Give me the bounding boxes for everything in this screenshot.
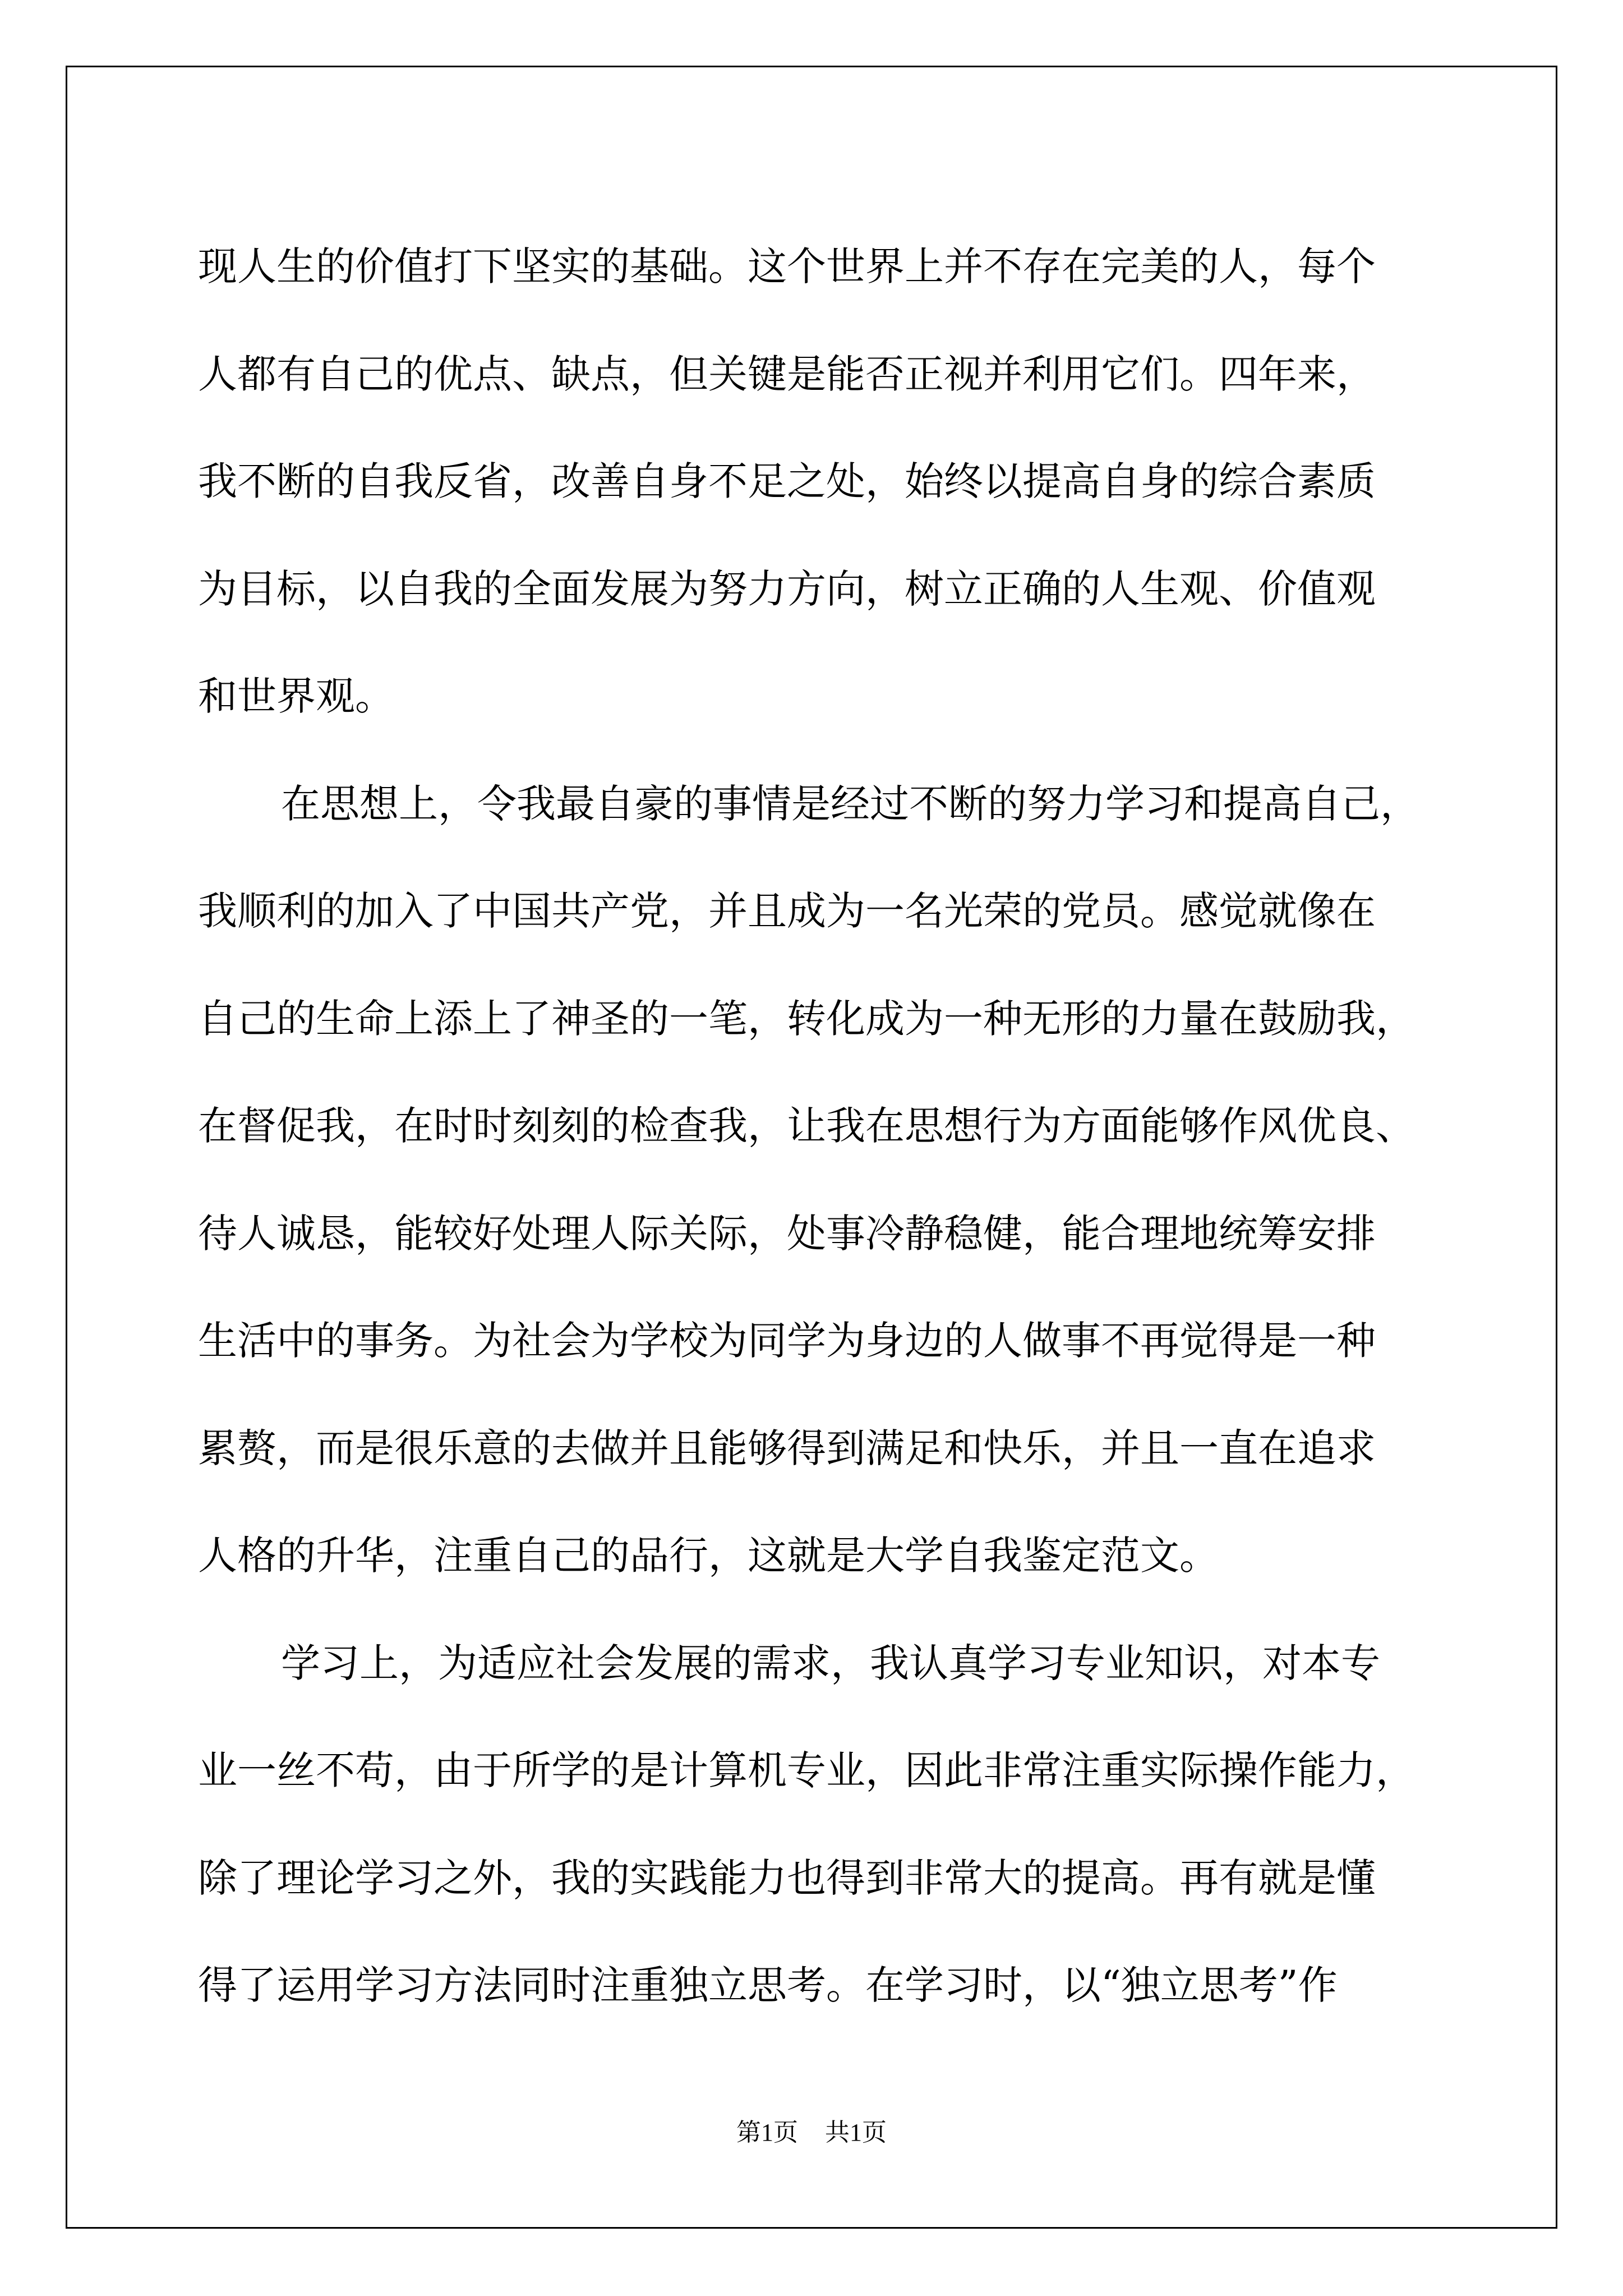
text-line: 我顺利的加入了中国共产党，并且成为一名光荣的党员。感觉就像在 bbox=[198, 888, 1376, 934]
text-line: 累赘，而是很乐意的去做并且能够得到满足和快乐，并且一直在追求 bbox=[198, 1425, 1376, 1471]
text-line: 生活中的事务。为社会为学校为同学为身边的人做事不再觉得是一种 bbox=[198, 1318, 1376, 1364]
text-line: 现人生的价值打下坚实的基础。这个世界上并不存在完美的人，每个 bbox=[198, 243, 1376, 289]
text-line: 得了运用学习方法同时注重独立思考。在学习时，以“独立思考”作 bbox=[198, 1962, 1338, 2008]
page-number: 第1页 bbox=[736, 2119, 798, 2146]
paragraph-start-line: 在思想上，令我最自豪的事情是经过不断的努力学习和提高自己， bbox=[281, 780, 1419, 827]
text-line: 在督促我，在时时刻刻的检查我，让我在思想行为方面能够作风优良、 bbox=[198, 1103, 1415, 1149]
text-line: 人都有自己的优点、缺点，但关键是能否正视并利用它们。四年来， bbox=[198, 351, 1376, 397]
text-line: 业一丝不苟，由于所学的是计算机专业，因此非常注重实际操作能力， bbox=[198, 1747, 1415, 1793]
text-line: 除了理论学习之外，我的实践能力也得到非常大的提高。再有就是懂 bbox=[198, 1855, 1376, 1901]
text-line: 自己的生命上添上了神圣的一笔，转化成为一种无形的力量在鼓励我， bbox=[198, 995, 1415, 1042]
page-total: 共1页 bbox=[825, 2119, 887, 2146]
text-line: 为目标，以自我的全面发展为努力方向，树立正确的人生观、价值观 bbox=[198, 565, 1376, 612]
text-line: 我不断的自我反省，改善自身不足之处，始终以提高自身的综合素质 bbox=[198, 458, 1376, 504]
text-line: 和世界观。 bbox=[198, 673, 394, 719]
text-line: 待人诚恳，能较好处理人际关际，处事冷静稳健，能合理地统筹安排 bbox=[198, 1210, 1376, 1257]
document-body bbox=[198, 213, 1437, 2040]
page-footer bbox=[0, 2112, 1623, 2148]
text-line: 人格的升华，注重自己的品行，这就是大学自我鉴定范文。 bbox=[198, 1533, 1219, 1579]
paragraph-start-line: 学习上，为适应社会发展的需求，我认真学习专业知识，对本专 bbox=[281, 1640, 1380, 1686]
